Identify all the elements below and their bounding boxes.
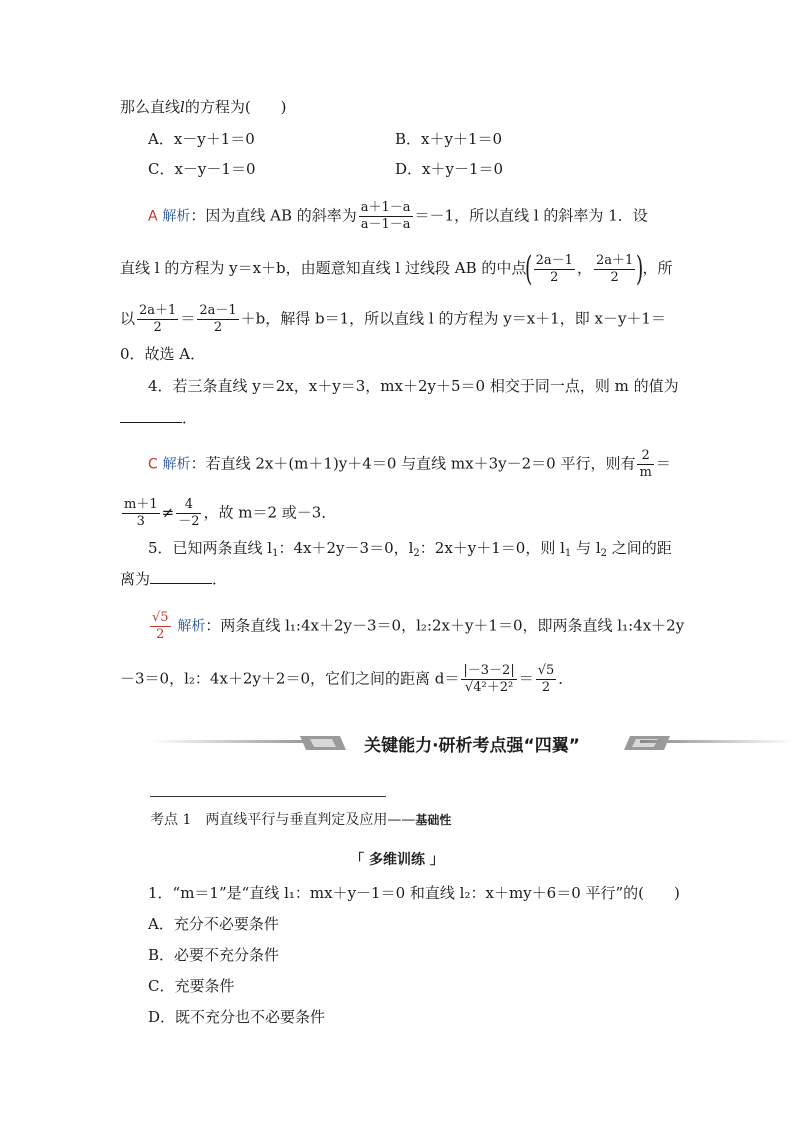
q3-stem: 那么直线l的方程为( ) xyxy=(120,98,287,116)
topic-tag: 基础性 xyxy=(415,813,452,827)
distance-result-fraction: $\frac{√5}{2}$ xyxy=(537,663,555,695)
section-divider xyxy=(150,796,386,797)
training-title: 「 多维训练 」 xyxy=(350,852,444,868)
q4-answer: C xyxy=(148,456,158,473)
q1-stem: 1．“m＝1”是“直线 l₁：mx＋y－1＝0 和直线 l₂：x＋my＋6＝0 平行”的( ) xyxy=(148,884,680,902)
q4-solution-label: 解析 xyxy=(162,456,191,473)
q4-blank-line: ． xyxy=(120,408,197,428)
distance-fraction: $\frac{|-3-2|}{\text{√4²＋2²}}$ xyxy=(463,663,515,695)
midpoint-x-fraction: $\frac{2a-1}{2}$ xyxy=(535,252,573,285)
section-banner xyxy=(150,727,794,757)
q3-answer: A xyxy=(148,208,158,225)
midpoint-y-fraction: $\frac{2a+1}{2}$ xyxy=(595,252,634,285)
equation-left-fraction: $\frac{2a+1}{2}$ xyxy=(139,303,177,335)
q1-option-d[interactable]: D．既不充分也不必要条件 xyxy=(148,1008,326,1026)
ratio-left-fraction: $\frac{m+1}{3}$ xyxy=(124,497,158,529)
q1-option-b[interactable]: B．必要不充分条件 xyxy=(148,946,280,964)
ratio-fraction: $\frac{2}{m}$ xyxy=(639,448,652,480)
q5-stem: 5．已知两条直线 $l_1$：4x＋2y－3＝0，$l_2$：2x＋y＋1＝0，则 $l_1$ 与 $l_2$ 之间的距 xyxy=(148,539,672,559)
q3-option-d[interactable]: D．x＋y－1＝0 xyxy=(395,160,504,178)
q5-solution-label: 解析 xyxy=(177,618,206,635)
q5-answer: $\frac{√5}{2}$ xyxy=(152,610,169,642)
q1-option-a[interactable]: A．充分不必要条件 xyxy=(148,915,279,933)
q5-blank-line: 离为 ． xyxy=(120,570,228,588)
q3-solution-line4: 0．故选 A． xyxy=(120,345,206,363)
q4-solution-line1: C 解析：若直线 2x＋(m＋1)y＋4＝0 与直线 mx＋3y－2＝0 平行，则有 $\frac{2}{m}$ ＝ xyxy=(148,448,671,480)
q1-option-c[interactable]: C．充要条件 xyxy=(148,977,235,995)
banner-title: 关键能力·研析考点强“四翼” xyxy=(364,736,580,756)
q3-option-a[interactable]: A．x－y＋1＝0 xyxy=(148,130,255,148)
q3-solution-line1: A 解析：因为直线 AB 的斜率为 $\frac{a+1-a}{a-1-a}$ ＝－1，所以直线 l 的斜率为 1．设 xyxy=(148,200,648,232)
q5-solution-line1: $\frac{√5}{2}$ 解析：两条直线 l₁:4x＋2y－3＝0，l₂:2x＋y＋1＝0，即两条直线 l₁:4x＋2y xyxy=(152,610,685,642)
slope-fraction: $\frac{a+1-a}{a-1-a}$ xyxy=(360,200,411,232)
ratio-right-fraction: $\frac{4}{-2}$ xyxy=(178,497,200,529)
q4-solution-line2: $\frac{m+1}{3}$ ≠ $\frac{4}{-2}$ ，故 m＝2 或－3． xyxy=(124,497,337,529)
q3-solution-line2: 直线 l 的方程为 y＝x＋b，由题意知直线 l 过线段 AB 的中点( $\frac{2a-1}{2}$ ， $\frac{2a+1}{2}$ )，所 xyxy=(120,249,673,289)
q4-answer-blank[interactable] xyxy=(120,408,182,423)
q3-option-c[interactable]: C．x－y－1＝0 xyxy=(148,160,256,178)
q5-solution-line2: －3＝0，l₂：4x＋2y＋2＝0，它们之间的距离 d＝ $\frac{|-3-2|}{\text{√4²＋2²}}$ ＝ $\frac{√5}{2}$ ． xyxy=(120,663,574,695)
q3-option-b[interactable]: B．x＋y＋1＝0 xyxy=(395,130,503,148)
equation-right-fraction: $\frac{2a-1}{2}$ xyxy=(199,303,237,335)
q3-solution-label: 解析 xyxy=(162,208,191,225)
topic-heading: 考点 1 两直线平行与垂直判定及应用——基础性 xyxy=(150,812,452,828)
q4-stem: 4．若三条直线 y＝2x，x＋y＝3，mx＋2y＋5＝0 相交于同一点，则 m 的值为 xyxy=(148,377,679,395)
q5-answer-blank[interactable] xyxy=(150,569,212,584)
q3-solution-line3: 以 $\frac{2a+1}{2}$ ＝ $\frac{2a-1}{2}$ ＋b，解得 b＝1，所以直线 l 的方程为 y＝x＋1，即 x－y＋1＝ xyxy=(120,303,666,335)
